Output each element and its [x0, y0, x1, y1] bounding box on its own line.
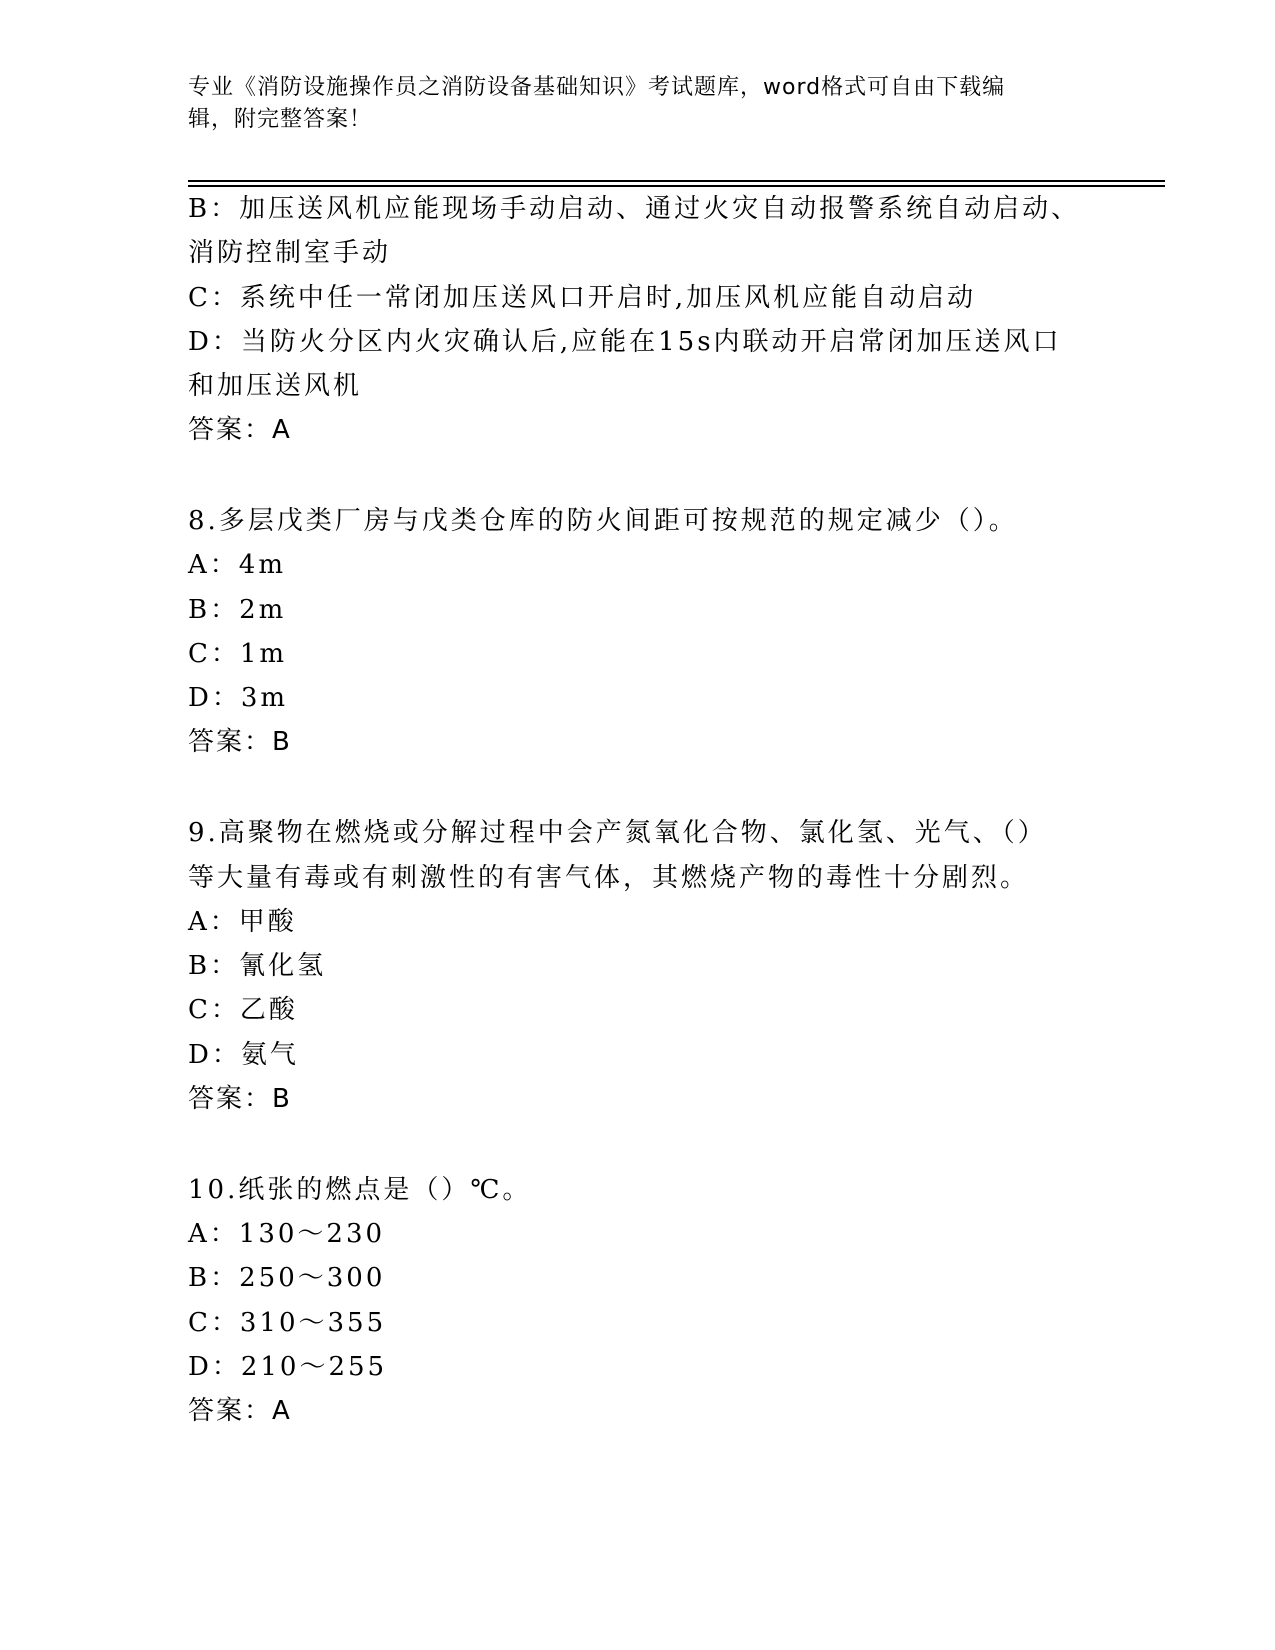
q7-option-c: C：系统中任一常闭加压送风口开启时,加压风机应能自动启动: [188, 283, 977, 313]
q9-question-line-1: 9.高聚物在燃烧或分解过程中会产氮氧化合物、氯化氢、光气、（）: [188, 818, 1047, 848]
q10-question: 10.纸张的燃点是（）℃。: [188, 1175, 532, 1205]
page-header: [188, 72, 1088, 136]
q7-option-b-line-1: B：加压送风机应能现场手动启动、通过火灾自动报警系统自动启动、: [188, 194, 1081, 224]
q10-option-c: C：310～355: [188, 1308, 387, 1338]
q9-option-a: A：甲酸: [188, 907, 297, 937]
q8-option-b: B：2m: [188, 595, 287, 625]
q9-option-c: C：乙酸: [188, 995, 298, 1025]
q10-option-b: B：250～300: [188, 1263, 386, 1293]
q10-answer: 答案：A: [188, 1396, 292, 1426]
header-line-2: 辑，附完整答案！: [188, 107, 373, 132]
header-line-1: 专业《消防设施操作员之消防设备基础知识》考试题库，word格式可自由下载编: [188, 75, 1006, 100]
q9-option-d: D：氨气: [188, 1040, 299, 1070]
q8-question: 8.多层戊类厂房与戊类仓库的防火间距可按规范的规定减少（）。: [188, 506, 1018, 536]
q7-answer: 答案：A: [188, 415, 292, 445]
q8-option-d: D：3m: [188, 683, 289, 713]
q7-option-b-line-2: 消防控制室手动: [188, 238, 392, 268]
q9-option-b: B：氰化氢: [188, 951, 327, 981]
header-divider-top: [188, 180, 1165, 182]
q9-answer: 答案：B: [188, 1084, 292, 1114]
header-divider-bottom: [188, 185, 1165, 187]
q7-option-d-line-2: 和加压送风机: [188, 371, 363, 401]
q10-option-d: D：210～255: [188, 1352, 388, 1382]
q8-answer: 答案：B: [188, 727, 292, 757]
q8-option-a: A：4m: [188, 550, 286, 580]
q7-option-d-line-1: D：当防火分区内火灾确认后,应能在15s内联动开启常闭加压送风口: [188, 327, 1062, 357]
q9-question-line-2: 等大量有毒或有刺激性的有害气体，其燃烧产物的毒性十分剧烈。: [188, 863, 1030, 893]
q10-option-a: A：130～230: [188, 1219, 386, 1249]
q8-option-c: C：1m: [188, 639, 288, 669]
